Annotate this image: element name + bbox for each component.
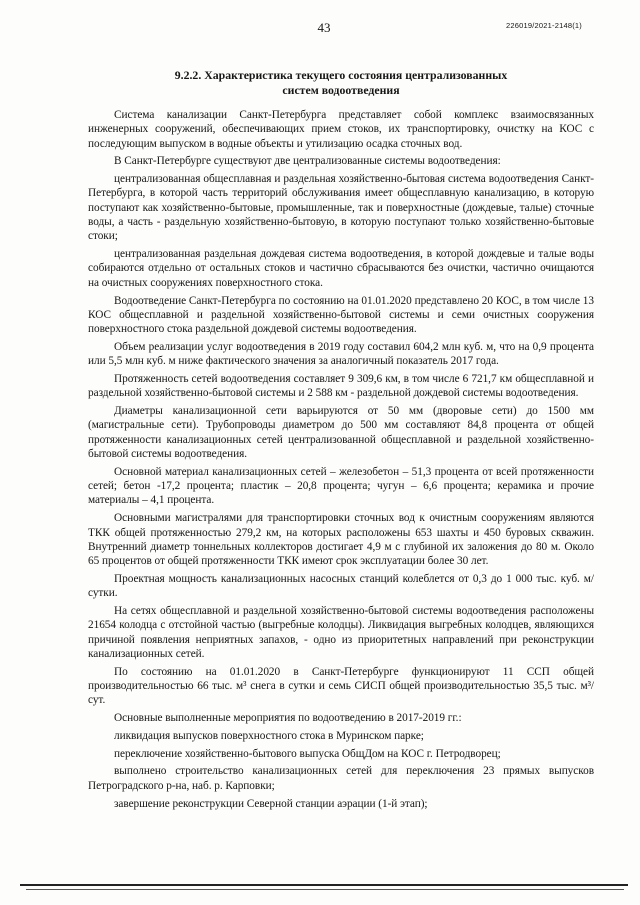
paragraph-wells: На сетях общесплавной и раздельной хозяйственно-бытовой системы водоотведения расположены 21654 колодца с отстойной частью (выгребные колодцы). Ликвидация выгребных колодцев, являющихся причиной появления неприятных запахов, - одно из приоритетных направлений при реконструкции канализационных сетей. (88, 605, 594, 660)
list-item: ликвидация выпусков поверхностного стока в Муринском парке; (114, 729, 424, 742)
page-number: 43 (317, 20, 331, 35)
paragraph-volume: Объем реализации услуг водоотведения в 2019 году составил 604,2 млн куб. м, что на 0,9 процента или 5,5 млн куб. м ниже фактического значения за аналогичный показатель 2017 года. (88, 340, 594, 368)
paragraph-two-systems: В Санкт-Петербурге существуют две централизованные системы водоотведения: (114, 155, 501, 168)
paragraph-combined-system: централизованная общесплавная и раздельная хозяйственно-бытовая система водоотведения Санкт-Петербурга, в которой часть территорий обслуживания имеет общесплавную канализацию, в которую поступают как хозяйственно-бытовые, промышленные, так и поверхностные (дождевые, талые) сточные воды, а часть - раздельную хозяйственно-бытовую, в которую поступают только хозяйственно-бытовые стоки; (88, 173, 594, 243)
footer-rule-thin (26, 889, 624, 890)
list-item: переключение хозяйственно-бытового выпуска ОбщДом на КОС г. Петродворец; (114, 747, 501, 760)
paragraph-diameters: Диаметры канализационной сети варьируются от 50 мм (дворовые сети) до 1500 мм (магистральные сети). Трубопроводы диаметром до 500 мм составляют 84,8 процента от общей протяженности канализационных сетей централизованной общесплавной и раздельной хозяйственно-бытовой системы водоотведения. (88, 405, 594, 461)
paragraph-snow: По состоянию на 01.01.2020 в Санкт-Петербурге функционируют 11 ССП общей производительностью 66 тыс. м³ снега в сутки и семь СИСП общей производительностью 35,5 тыс. м³/сут. (88, 665, 594, 707)
body-text (88, 108, 594, 811)
list-item: завершение реконструкции Северной станции аэрации (1-й этап); (114, 797, 428, 810)
paragraph-tkk: Основными магистралями для транспортировки сточных вод к очистным сооружениям являются ТКК общей протяженностью 279,2 км, на которых расположены 653 шахты и 450 буровых скважин. Внутренний диаметр тоннельных коллекторов достигает 4,9 м с глубиной их заложения до 80 м. Около 65 процентов от общей протяженности ТКК имеют срок эксплуатации более 30 лет. (88, 512, 594, 568)
footer-rule-thick (20, 884, 628, 886)
section-title-line-2: систем водоотведения (282, 83, 400, 97)
paragraph-intro: Система канализации Санкт-Петербурга представляет собой комплекс взаимосвязанных инженерных сооружений, обеспечивающих прием стоков, их транспортировку, очистку на КОС с последующим выпуском в водные объекты и утилизацию осадка сточных вод. (88, 109, 594, 150)
paragraph-measures-heading: Основные выполненные мероприятия по водоотведению в 2017-2019 гг.: (114, 712, 462, 725)
list-item: выполнено строительство канализационных сетей для переключения 23 прямых выпусков Петроградского р-на, наб. р. Карповки; (88, 765, 594, 792)
paragraph-storm-system: централизованная раздельная дождевая система водоотведения, в которой дождевые и талые воды собираются отдельно от остальных стоков и частично сбрасываются без очистки, частично очищаются на очистных сооружениях поверхностного стока. (88, 248, 594, 289)
paragraph-length: Протяженность сетей водоотведения составляет 9 309,6 км, в том числе 6 721,7 км общесплавной и раздельной хозяйственно-бытовой системы и 2 588 км - раздельной дождевой системы водоотведения. (88, 373, 594, 400)
paragraph-materials: Основной материал канализационных сетей – железобетон – 51,3 процента от всей протяженности сетей; бетон -17,2 процента; пластик – 20,8 процента; чугун – 6,6 процента; керамика и прочие материалы – 4,1 процента. (88, 465, 594, 507)
page-content (88, 68, 594, 814)
section-title-line-1: 9.2.2. Характеристика текущего состояния централизованных (174, 68, 508, 82)
paragraph-kos: Водоотведение Санкт-Петербурга по состоянию на 01.01.2020 представлено 20 КОС, в том числе 13 КОС общесплавной и раздельной хозяйственно-бытовой системы и семи очистных сооружения поверхностного стока раздельной дождевой системы водоотведения. (88, 294, 594, 336)
paragraph-pump-stations: Проектная мощность канализационных насосных станций колеблется от 0,3 до 1 000 тыс. куб. м/сутки. (88, 572, 594, 600)
document-id: 226019/2021-2148(1) (506, 21, 582, 30)
section-title (88, 68, 594, 98)
